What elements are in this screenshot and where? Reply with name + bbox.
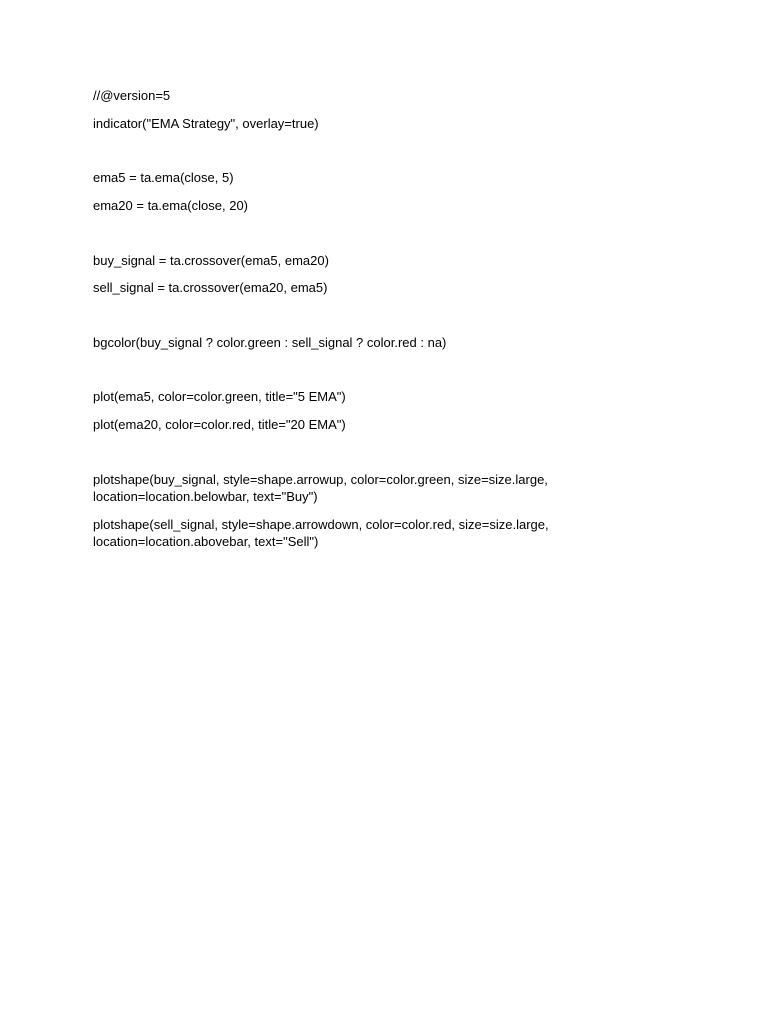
code-line-buy-signal: buy_signal = ta.crossover(ema5, ema20) bbox=[93, 253, 329, 268]
code-line-ema20: ema20 = ta.ema(close, 20) bbox=[93, 198, 248, 213]
code-line-plotshape-buy-cont: location=location.belowbar, text="Buy") bbox=[93, 489, 318, 504]
code-line-ema5: ema5 = ta.ema(close, 5) bbox=[93, 170, 234, 185]
code-line-bgcolor: bgcolor(buy_signal ? color.green : sell_signal ? color.red : na) bbox=[93, 335, 447, 350]
code-line-plotshape-sell-cont: location=location.abovebar, text="Sell") bbox=[93, 534, 319, 549]
code-line-plot-ema5: plot(ema5, color=color.green, title="5 EMA") bbox=[93, 389, 346, 404]
code-line-plotshape-buy: plotshape(buy_signal, style=shape.arrowup, color=color.green, size=size.large, bbox=[93, 472, 548, 487]
code-line-version: //@version=5 bbox=[93, 88, 171, 103]
code-line-plotshape-sell: plotshape(sell_signal, style=shape.arrowdown, color=color.red, size=size.large, bbox=[93, 517, 549, 532]
code-line-indicator: indicator("EMA Strategy", overlay=true) bbox=[93, 116, 319, 131]
code-line-sell-signal: sell_signal = ta.crossover(ema20, ema5) bbox=[93, 280, 328, 295]
code-line-plot-ema20: plot(ema20, color=color.red, title="20 EMA") bbox=[93, 417, 346, 432]
